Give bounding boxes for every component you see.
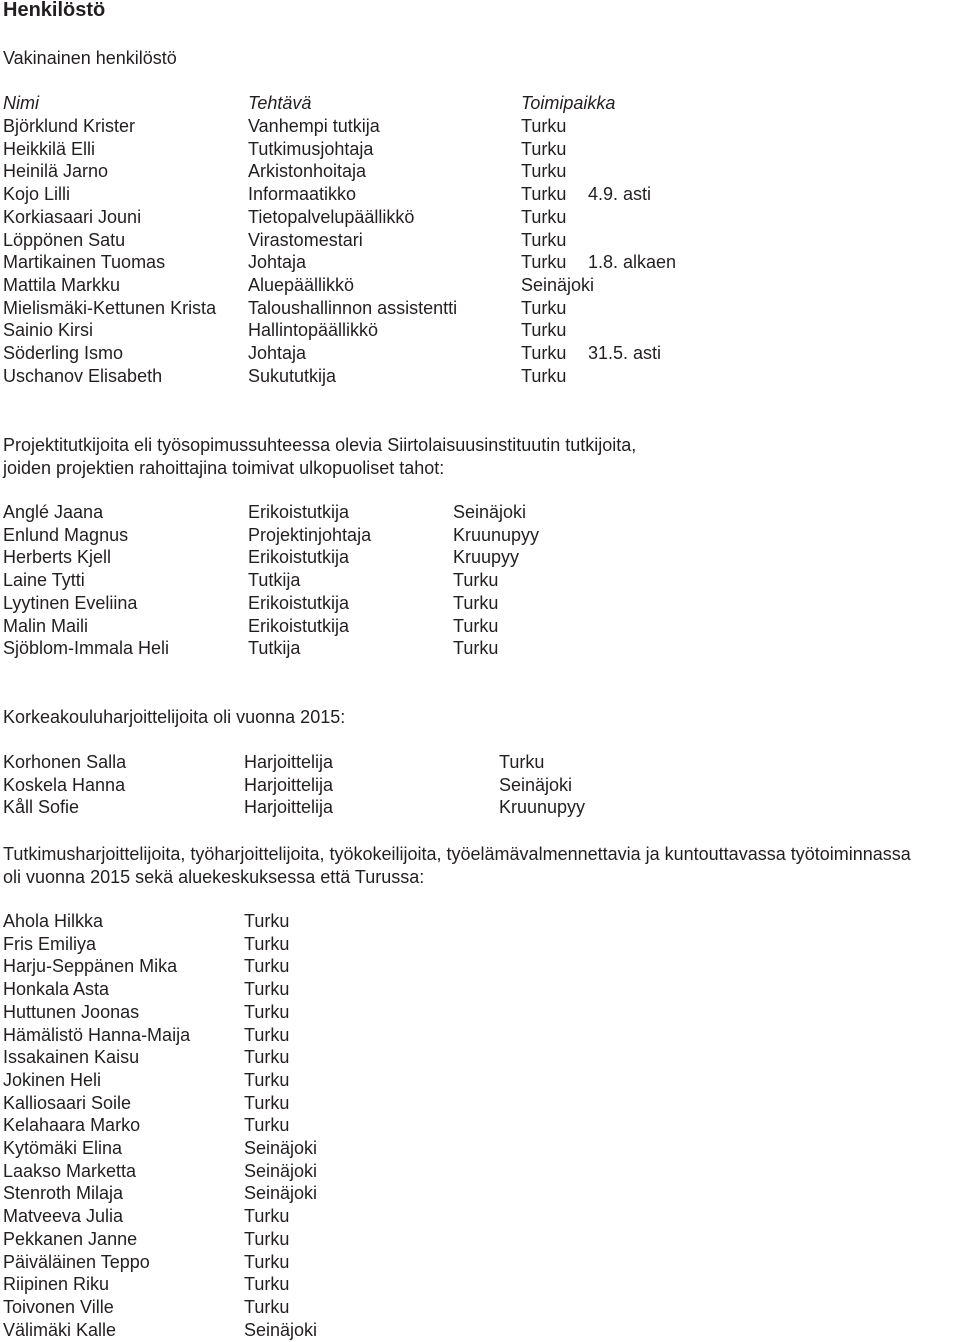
cell-role: Virastomestari [248, 229, 363, 250]
cell-role: Erikoistutkija [248, 502, 350, 522]
cell-name: Stenroth Milaja [3, 1183, 124, 1204]
project-researchers-intro-line1: Projektitutkijoita eli työsopimussuhteessa olevia Siirtolaisuusinstituutin tutkijoita, [3, 435, 637, 455]
cell-office: Turku [244, 1115, 290, 1136]
cell-office: Turku [244, 1206, 290, 1227]
cell-role: Tutkija [248, 570, 301, 591]
cell-role: Erikoistutkija [248, 547, 350, 568]
cell-role: Taloushallinnon assistentti [248, 297, 458, 318]
cell-name: Kelahaara Marko [3, 1115, 141, 1136]
cell-office: Turku [244, 1274, 290, 1295]
cell-name: Kalliosaari Soile [3, 1092, 132, 1113]
cell-office: Turku [244, 956, 290, 977]
cell-name: Mielismäki-Kettunen Krista [3, 297, 217, 318]
cell-name: Laine Tytti [3, 570, 85, 591]
cell-office: Turku [521, 161, 567, 182]
cell-role: Tutkimusjohtaja [248, 138, 374, 159]
cell-name: Heinilä Jarno [3, 161, 109, 182]
cell-name: Korkiasaari Jouni [3, 206, 142, 227]
cell-name: Anglé Jaana [3, 502, 104, 522]
cell-office: Seinäjoki [499, 774, 573, 795]
cell-office: Turku [521, 184, 567, 205]
cell-name: Sjöblom-Immala Heli [3, 638, 170, 659]
cell-role: Harjoittelija [244, 797, 334, 818]
cell-office: Seinäjoki [453, 502, 527, 522]
cell-name: Björklund Krister [3, 116, 136, 136]
cell-name: Päiväläinen Teppo [3, 1251, 150, 1272]
cell-office: Turku [521, 252, 567, 273]
column-header-role: Tehtävä [248, 93, 312, 113]
cell-role: Projektinjohtaja [248, 524, 372, 545]
cell-name: Honkala Asta [3, 979, 110, 1000]
cell-office: Seinäjoki [244, 1183, 318, 1204]
cell-name: Fris Emiliya [3, 933, 96, 954]
cell-name: Kojo Lilli [3, 184, 71, 205]
cell-note: 31.5. asti [588, 343, 662, 363]
cell-name: Heikkilä Elli [3, 138, 96, 159]
cell-office: Turku [521, 138, 567, 159]
cell-name: Hämälistö Hanna-Maija [3, 1024, 191, 1045]
cell-name: Jokinen Heli [3, 1069, 102, 1090]
cell-role: Hallintopäällikkö [248, 320, 379, 341]
cell-office: Turku [453, 615, 499, 636]
column-header-name: Nimi [3, 93, 39, 113]
cell-name: Kåll Sofie [3, 797, 80, 818]
column-header-office: Toimipaikka [521, 93, 616, 113]
cell-office: Turku [453, 638, 499, 659]
cell-role: Tietopalvelupäällikkö [248, 206, 415, 227]
cell-role: Harjoittelija [244, 774, 334, 795]
cell-office: Turku [521, 320, 567, 341]
cell-name: Uschanov Elisabeth [3, 365, 163, 386]
cell-note: 4.9. asti [588, 184, 652, 205]
cell-name: Sainio Kirsi [3, 320, 94, 341]
cell-office: Turku [244, 933, 290, 954]
cell-office: Turku [521, 206, 567, 227]
cell-office: Turku [453, 592, 499, 613]
cell-office: Turku [521, 297, 567, 318]
cell-office: Turku [521, 343, 567, 363]
cell-office: Turku [521, 365, 567, 386]
cell-name: Löppönen Satu [3, 229, 126, 250]
cell-name: Pekkanen Janne [3, 1228, 138, 1249]
cell-name: Enlund Magnus [3, 524, 129, 545]
cell-name: Korhonen Salla [3, 752, 127, 772]
cell-office: Turku [521, 229, 567, 250]
project-researchers-intro-line2: joiden projektien rahoittajina toimivat ulkopuoliset tahot: [3, 458, 445, 478]
cell-office: Seinäjoki [521, 274, 595, 295]
cell-name: Malin Maili [3, 615, 89, 636]
cell-role: Informaatikko [248, 184, 357, 205]
cell-office: Turku [244, 979, 290, 1000]
cell-office: Kruunupyy [499, 797, 586, 818]
trainees-intro: Korkeakouluharjoittelijoita oli vuonna 2015: [3, 707, 346, 727]
cell-role: Aluepäällikkö [248, 274, 355, 295]
cell-name: Martikainen Tuomas [3, 252, 166, 273]
cell-office: Turku [521, 116, 567, 136]
research-trainees-intro-line2: oli vuonna 2015 sekä aluekeskuksessa että Turussa: [3, 867, 425, 887]
cell-office: Turku [244, 1047, 290, 1068]
cell-name: Riipinen Riku [3, 1274, 110, 1295]
cell-name: Issakainen Kaisu [3, 1047, 140, 1068]
cell-role: Johtaja [248, 252, 307, 273]
cell-role: Tutkija [248, 638, 301, 659]
cell-role: Erikoistutkija [248, 592, 350, 613]
cell-name: Välimäki Kalle [3, 1319, 117, 1340]
cell-office: Kruunupyy [453, 524, 540, 545]
cell-name: Laakso Marketta [3, 1160, 137, 1181]
cell-office: Turku [453, 570, 499, 591]
cell-role: Sukututkija [248, 365, 337, 386]
cell-office: Seinäjoki [244, 1138, 318, 1158]
cell-office: Turku [244, 1228, 290, 1249]
cell-name: Söderling Ismo [3, 343, 124, 363]
cell-name: Mattila Markku [3, 274, 121, 295]
cell-office: Turku [244, 1296, 290, 1317]
cell-office: Turku [244, 1092, 290, 1113]
cell-name: Lyytinen Eveliina [3, 592, 138, 613]
cell-role: Erikoistutkija [248, 615, 350, 636]
cell-name: Kytömäki Elina [3, 1138, 123, 1158]
research-trainees-intro-line1: Tutkimusharjoittelijoita, työharjoittelijoita, työkokeilijoita, työelämävalmennettavia ja kuntouttavassa työtoiminnassa [3, 844, 911, 864]
cell-name: Koskela Hanna [3, 774, 126, 795]
cell-office: Seinäjoki [244, 1160, 318, 1181]
cell-name: Herberts Kjell [3, 547, 112, 568]
cell-office: Turku [244, 1024, 290, 1045]
cell-name: Harju-Seppänen Mika [3, 956, 178, 977]
cell-role: Arkistonhoitaja [248, 161, 367, 182]
cell-office: Turku [499, 752, 545, 772]
cell-office: Turku [244, 1251, 290, 1272]
cell-role: Harjoittelija [244, 752, 334, 772]
cell-name: Matveeva Julia [3, 1206, 124, 1227]
cell-role: Johtaja [248, 343, 307, 363]
cell-name: Huttunen Joonas [3, 1001, 140, 1022]
cell-office: Turku [244, 1069, 290, 1090]
cell-office: Seinäjoki [244, 1319, 318, 1340]
cell-name: Toivonen Ville [3, 1296, 114, 1317]
cell-office: Turku [244, 911, 290, 931]
page-title: Henkilöstö [3, 0, 106, 21]
cell-office: Kruupyy [453, 547, 520, 568]
permanent-staff-heading: Vakinainen henkilöstö [3, 48, 177, 68]
cell-office: Turku [244, 1001, 290, 1022]
cell-note: 1.8. alkaen [588, 252, 677, 273]
cell-role: Vanhempi tutkija [248, 116, 380, 136]
cell-name: Ahola Hilkka [3, 911, 104, 931]
